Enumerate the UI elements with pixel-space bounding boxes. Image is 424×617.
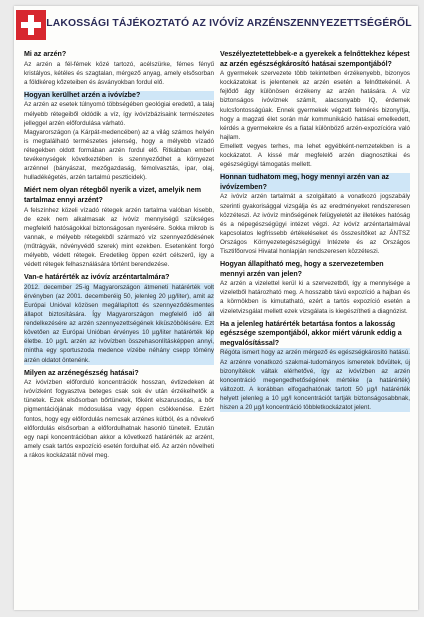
document-title: LAKOSSÁGI TÁJÉKOZTATÓ AZ IVÓVÍZ ARZÉNSZENNYEZETTSÉGÉRŐL <box>46 18 412 29</box>
section-paragraph: Magyarországon (a Kárpát-medencében) az a világ számos helyén is megtalálható természetes jelenség, hogy a mélyebb vízadó rétegekben oldott formában arzén fordul elő. Ritkábban emberi tevékenységek következtében is szennyeződhet a környezet arzénnel (bányászat, mezőgazdaság, fémolvasztás, ipar, olaj, hulladékégetés, arzén tartalmú peszticidek). <box>24 128 214 182</box>
section-heading: Hogyan kerülhet arzén a ivóvízbe? <box>24 91 214 101</box>
faq-section <box>24 50 214 87</box>
section-heading: Milyen az arzénegészség hatásai? <box>24 368 139 377</box>
section-heading: Miért nem olyan rétegből nyerik a vizet, amelyik nem tartalmaz ennyi arzént? <box>24 186 202 204</box>
right-column <box>220 50 410 606</box>
section-paragraph: Emellett vegyes terhes, ma lehet egyébként-nemzetekben is a kockázatot. A kissé már megfelelő arzén diagnosztikai és egészségügyi támogatás mellett. <box>220 142 410 169</box>
faq-section <box>220 173 410 256</box>
faq-section <box>24 273 214 364</box>
section-paragraph: Az arzén a vizelettel kerül ki a szervezetből, így a mennyisége a vizeletből határozható meg. A hosszabb távú expozíció a hajban és a körmökben is kimutatható, ezért a tartós expozíció esetén a vizeletvizsgálat mellett ezek vizsgálata is kiegészítheti a diagnózist. <box>220 280 410 315</box>
section-heading: Van-e határérték az ivóvíz arzéntartalmára? <box>24 273 170 282</box>
red-cross-logo-icon <box>16 10 46 40</box>
faq-section <box>24 369 214 460</box>
faq-section <box>24 91 214 182</box>
faq-section <box>220 320 410 412</box>
faq-section <box>220 260 410 316</box>
section-paragraph: 2012. december 25-ig Magyarországon átmeneti határérték volt érvényben (az 2001. decemberéig 50, jelenleg 20 µg/liter), amit az Európai Unióval közösen megállapított és szennyeződésmentes állapot biztosítására. Így Magyarországon megfelelő idő áll rendelkezésére az arzén szennyezettségének kiküszöbölésére. Ezt követően az Európai Unióban érvényes 10 µg/liter határérték lép életbe. 10 µg/L arzén az ivóvízben összehasonlításképpen annyi, mintha egy sportuszoda medence vízébe néhány csepp tömény arzén oldatot öntenénk. <box>24 283 214 364</box>
section-paragraph: A gyermekek szervezete több tekintetben érzékenyebb, bizonyos kockázatokat is jelentenek az arzén esetén a felnőttekénél. A fejlődő ágy különösen érzékeny az arzén hatására. A víz biztonságos ivóvíznek számít, alacsonyabb IQ, érdemek kulcsfontosságúak. Ennek gyermekek végzett felmérés bizonyítja, hogy a magzati élet során már kommunikáció hatásai emelkedett, kérdés a gyermekekre és a fiatal különböző arzén-expozícióra való hajlam. <box>220 70 410 141</box>
section-paragraph: Az arzén a fél-fémek közé tartozó, acélszürke, fémes fényű kristályos, kétéles és szagtalan, mérgező anyag, amely elsősorban a földkéreg kőzeteiben és ásványokban fordul elő. <box>24 60 214 86</box>
faq-section <box>220 50 410 169</box>
section-paragraph: Régóta ismert hogy az arzén mérgező és egészségkárosító hatású. Az arzénre vonatkozó szakmai-tudományos ismeretek bővültek, új bizonyítékok váltak elérhetővé, így az ivóvízben az arzén koncentráció megengedhetőségének mértéke (a határérték) változott. A korábban elfogadhatónak tartott 50 µg/l határérték helyett jelenleg a 10 µg/l koncentrációt tartják biztonságosabbnak, hiszen a 20 µg/l koncentráció többletkockázatot jelent. <box>220 349 410 411</box>
document-page <box>14 6 418 610</box>
section-heading: Mi az arzén? <box>24 50 67 58</box>
section-paragraph: Az ivóvízben előforduló koncentrációk hosszan, évtizedeken át ivóvízként fogyasztva beteges csak sok év után érzékelhetők a tünetek. Ezek elsősorban bőrtünetek, főként elszarusodás, a bőr pigmentációjának módosulása vagy éppen csökkenése. Ezért fontos, hogy egy előfordulás nemcsak arzénes kútból, és a növekvő előfordulás elsősorban a előfordulhatnak hasonló tüneteit. Ezután egy napi koncentrációban akkor a következő határérték az arzént, amely csak tartós expozíció esetén fordulhat elő. Az arzén növelheti a rákos kockázatát növel meg. <box>24 379 214 459</box>
section-heading: Ha a jelenleg határérték betartása fontos a lakosság egészsége szempontjából, akkor miért várunk eddig a megvalósítással? <box>220 319 402 347</box>
section-heading: Hogyan állapítható meg, hogy a szervezetemben mennyi arzén van jelen? <box>220 260 384 278</box>
section-paragraph: A felszínhez közeli vízadó rétegek arzén tartalma valóban kisebb, de ezek nem alkalmasak az ivóvíz mennyiségű szükséges megfelelő hatóságokkal biztonságosan nyerésére. Sokka mikrob is vannak, e mélyebb rétegekből származó víz szennyeződésének (műtrágyák, növényvédő szerek) mint ezekben. Esetenként forgó mélyebb, védett rétegek. Eredetileg öppen ezért célszerű, így a védett rétegek felhasználására történt berendezése. <box>24 206 214 269</box>
left-column <box>24 50 214 606</box>
section-heading: Honnan tudhatom meg, hogy mennyi arzén van az ivóvízemben? <box>220 173 410 192</box>
section-paragraph: Az arzén az esetek túlnyomó többségében geológiai eredetű, a talaj mélyebb rétegeiből oldódik a víz, így ivóvízbázisaink természetes jelleggel arzén előfordulása várható. <box>24 101 214 127</box>
faq-section <box>24 186 214 269</box>
section-heading: Veszélyeztetettebbek-e a gyerekek a felnőttekhez képest az arzén egészségkárosító hatásai szempontjából? <box>220 50 410 68</box>
section-paragraph: Az ivóvíz arzén tartalmát a szolgáltató a vonatkozó jogszabály szerinti gyakorisággal vizsgálja és az eredményeket rendszeresen közzéteszi. Az ivóvíz minőségének felügyeletét az illetékes hatóság és a népegészségügyi intézet végzi. Az ivóvíz arzéntartalmával kapcsolatos legfrissebb értékeléseket és összesítőket az ÁNTSZ Országos Környezetegészségügyi Intézete és az Országos Tisztifőorvosi Hivatal honlapján rendszeresen közzéteszi. <box>220 193 410 255</box>
